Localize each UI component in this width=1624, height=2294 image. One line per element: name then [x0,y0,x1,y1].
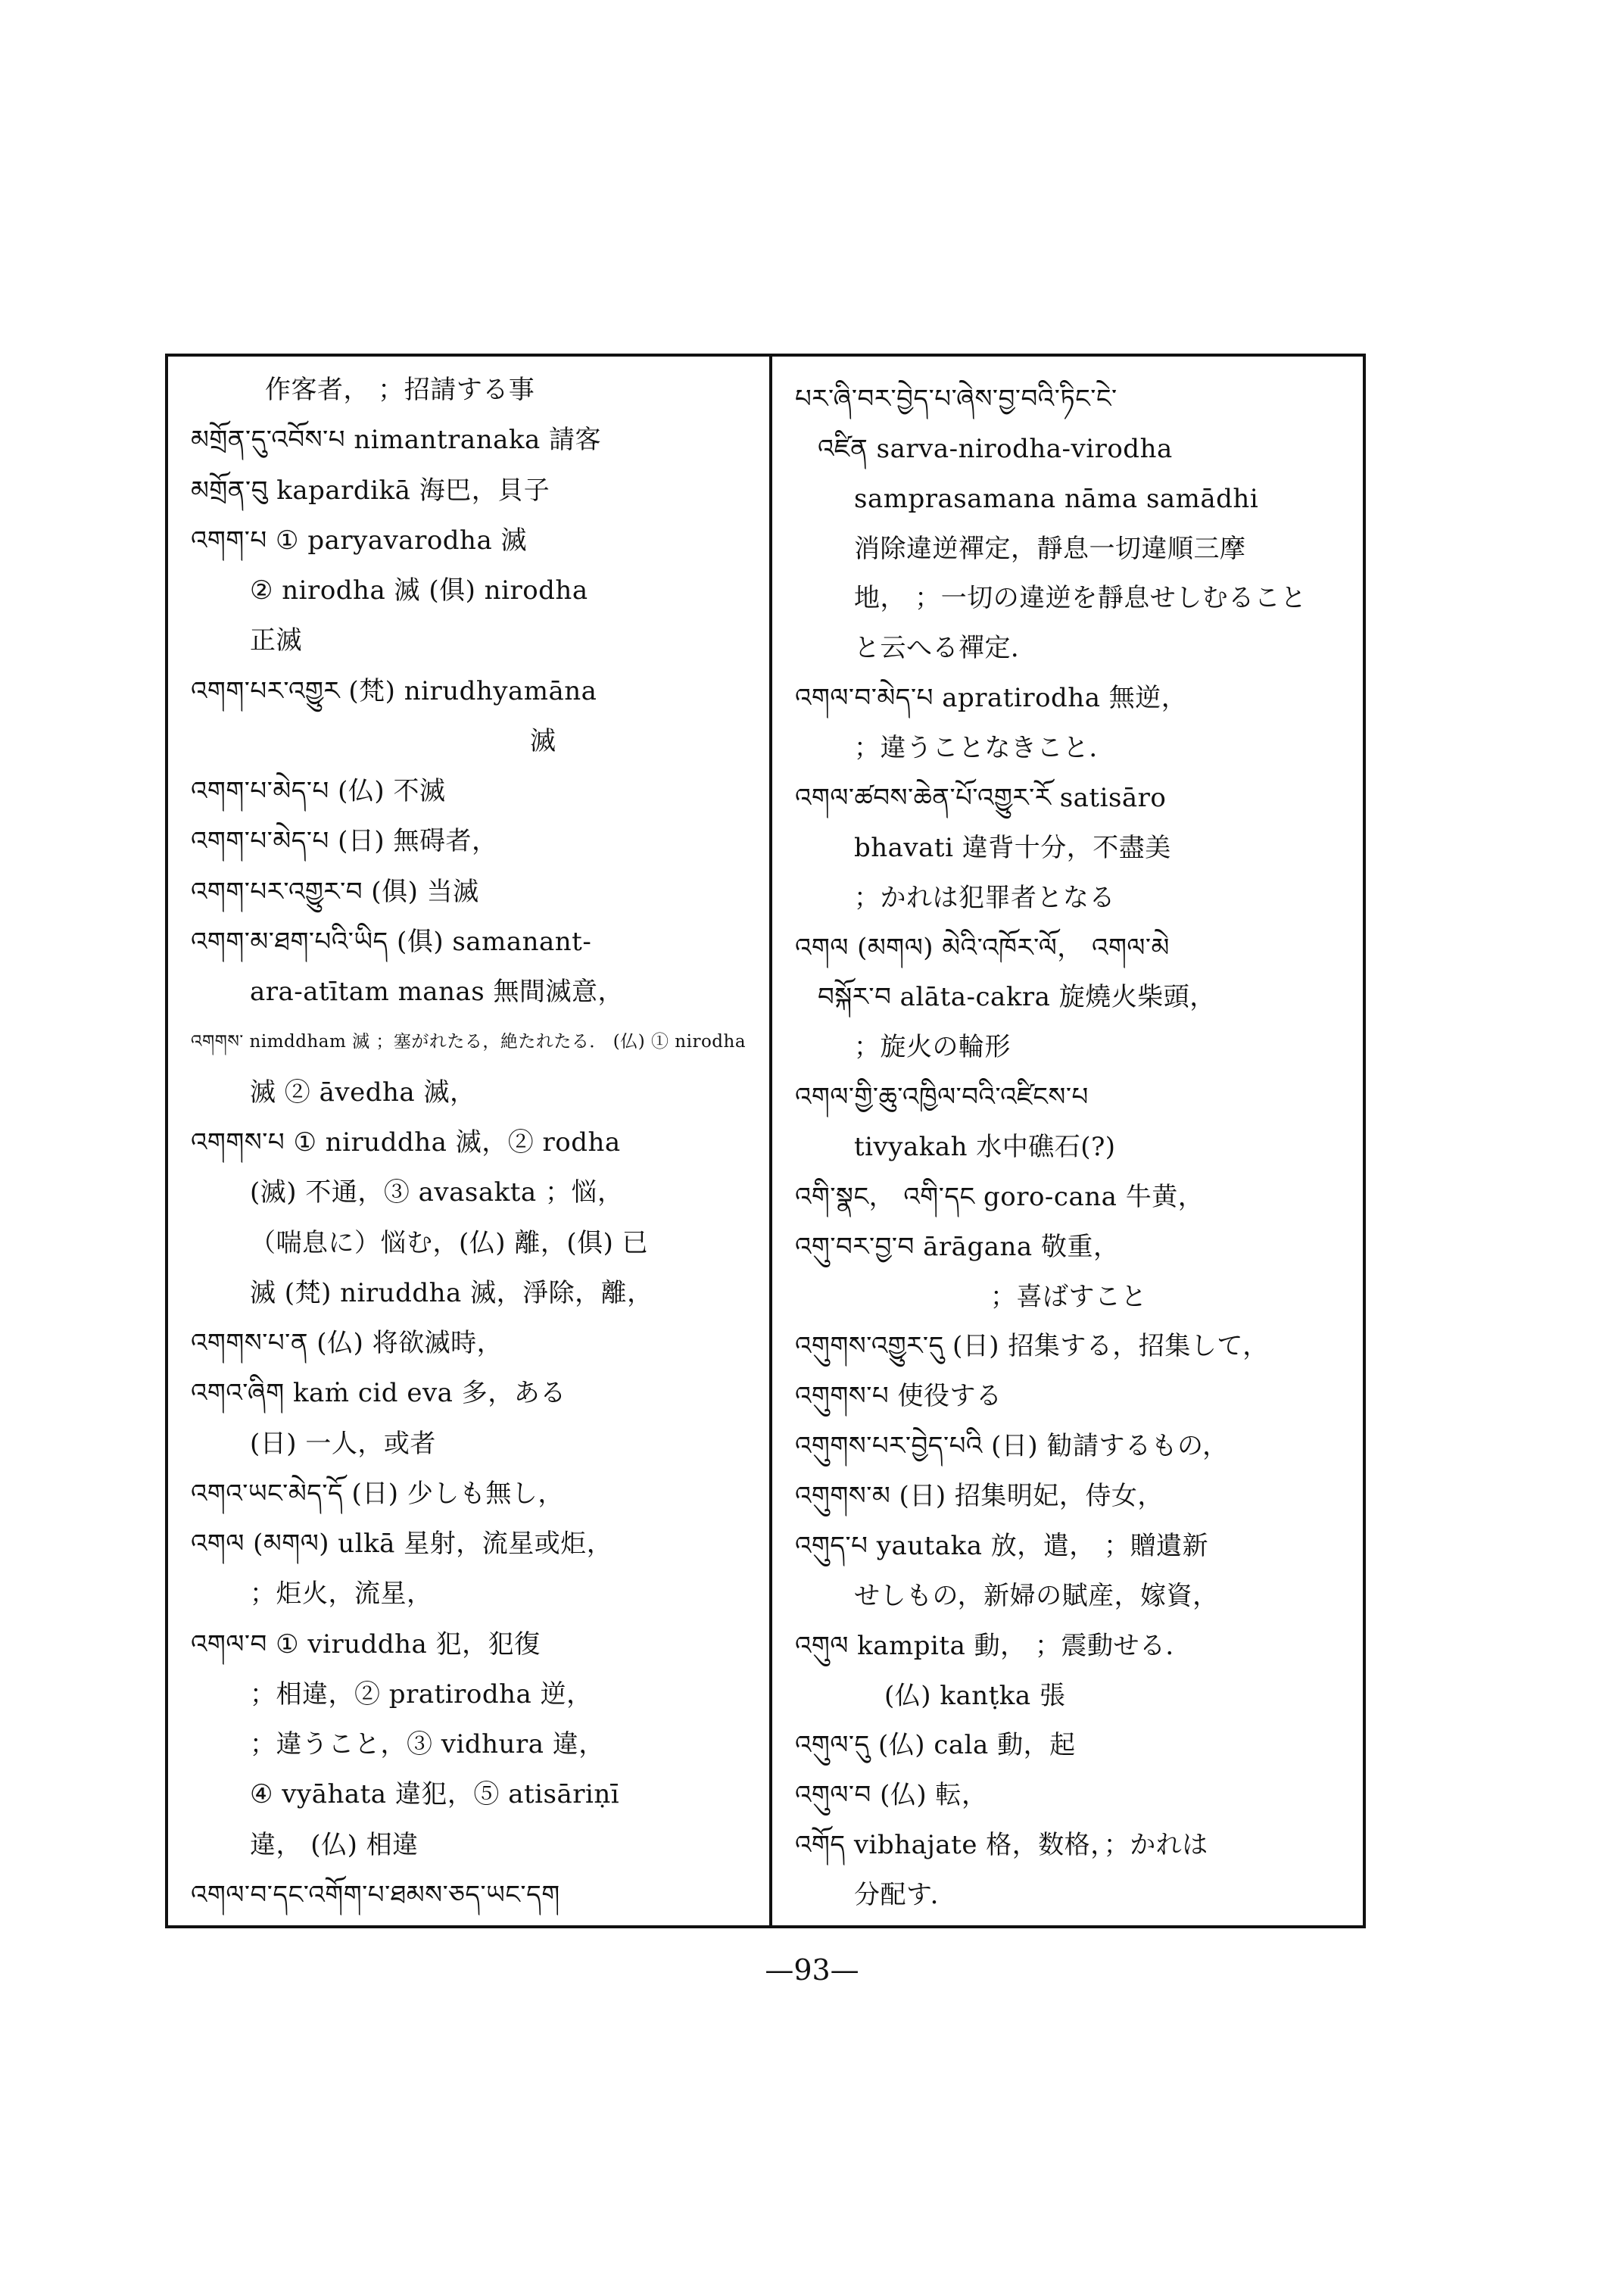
entry-line: འགག་མ་ཐག་པའི་ཡིད (俱) samanant- [191,927,592,957]
entry-line: པར་ཞི་བར་བྱེད་པ་ཞེས་བྱ་བའི་ཏིང་ངེ་ [795,384,1117,414]
entry-line: 滅 [530,726,556,756]
entry-line: 滅 (梵) niruddha 滅，淨除，離， [250,1278,653,1308]
entry-line: samprasamana nāma samādhi [854,484,1259,514]
entry-line: ；炬火，流星， [250,1579,433,1609]
entry-line: 消除違逆禪定，靜息一切違順三摩 [854,534,1246,564]
entry-line: འགག་པ ① paryavarodha 滅 [191,525,528,556]
entry-line: འགག་པར་འགྱུར་བ (俱) 当滅 [191,877,479,907]
entry-line: ；違うことなきこと． [854,733,1115,763]
entry-line: 違， (仏) 相違 [250,1830,419,1860]
entry-line: འགག་པ་མེད་པ (仏) 不滅 [191,776,446,806]
entry-line: (日) 一人，或者 [250,1429,436,1459]
right-column [772,357,1363,1925]
entry-line: འགུགས་འགྱུར་དུ (日) 招集する，招集して， [795,1331,1269,1361]
entry-line: འགགས་པ་ན (仏) 将欲滅時， [191,1328,503,1358]
entry-line: འགུ་བར་བྱ་བ ārāgana 敬重， [795,1232,1120,1262]
entry-line: （喘息に）悩む，(仏) 離，(俱) 已 [250,1228,649,1258]
entry-line: འགགས་ nimddham 滅 ；塞がれたる，絶たれたる． (仏) ① nirodha [191,1032,747,1052]
entry-line: tivyakah 水中礁石(?) [854,1132,1116,1162]
left-column [168,357,772,1925]
entry-line: འགལ (མགལ) མེའི་འཁོར་ལོ， འགལ་མེ [795,933,1170,963]
entry-line: འགལ་བ ① viruddha 犯，犯復 [191,1629,541,1660]
entry-line: ④ vyāhata 違犯，⑤ atisāriṇī [250,1779,620,1809]
entry-line: 地， ；一切の違逆を靜息せしむること [854,583,1307,613]
entry-line: ；相違，② pratirodha 逆， [250,1679,593,1710]
entry-line: ；喜ばすこと [990,1282,1147,1312]
entry-line: ara-atītam manas 無間滅意， [250,977,625,1007]
entry-line: འགལ (མགལ) ulkā 星射，流星或炬， [191,1529,613,1559]
entry-line: bhavati 違背十分，不盡美 [854,833,1171,863]
entry-line: འགལ་ཚབས་ཆེན་པོ་འགྱུར་རོ satisāro [795,783,1167,813]
entry-line: འགལ་བ་དང་འགོག་པ་ཐམས་ཅད་ཡང་དག [191,1880,560,1910]
entry-line: 分配す． [854,1880,957,1910]
page-number: —93— [765,1953,859,1987]
entry-line: འགུད་པ yautaka 放，遣， ；贈遺新 [795,1531,1209,1561]
entry-line: འགུགས་མ (日) 招集明妃，侍女， [795,1481,1164,1511]
entry-line: འགུལ་དུ (仏) cala 動，起 [795,1730,1076,1760]
entry-line: འགལ་གྱི་ཆུ་འཁྱིལ་བའི་འཛིངས་པ [795,1082,1089,1112]
entry-line: མགྲོན་བུ kapardikā 海巴，貝子 [191,475,550,506]
entry-line: 正滅 [250,625,302,656]
entry-line: 滅 ② āvedha 滅， [250,1077,476,1108]
entry-line: བསྐོར་བ alāta-cakra 旋燒火柴頭， [818,982,1216,1012]
entry-line: འགའ་ཞིག kaṁ cid eva 多，ある [191,1378,566,1408]
entry-line: འགུལ kampita 動， ；震動せる． [795,1631,1192,1661]
entry-line: འགག་པར་འགྱུར (梵) nirudhyamāna [191,676,597,706]
entry-line: ② nirodha 滅 (俱) nirodha [250,575,588,606]
entry-line: と云へる禪定． [854,633,1037,663]
entry-line: འགགས་པ ① niruddha 滅，② rodha [191,1127,621,1158]
entry-line: འགལ་བ་མེད་པ apratirodha 無逆， [795,683,1188,713]
entry-line: མགྲོན་དུ་འབོས་པ nimantranaka 請客 [191,425,602,455]
entry-line: 作客者， ；招請する事 [265,375,535,405]
entry-line: འགུལ་བ (仏) 転， [795,1780,988,1810]
entry-line: འགོད vibhajate 格，数格，；かれは [795,1830,1208,1860]
entry-line: ；旋火の輪形 [854,1032,1011,1062]
entry-line: འགུགས་པར་བྱེད་པའི (日) 勧請するもの， [795,1431,1229,1461]
entry-line: (滅) 不通，③ avasakta ；悩， [250,1177,624,1208]
entry-line: ；かれは犯罪者となる [854,883,1115,913]
entry-line: (仏) kanṭka 張 [884,1681,1066,1711]
entry-line: འགི་སྣང， འགི་དང goro-cana 牛黄， [795,1182,1205,1212]
entry-line: འཛིན sarva-nirodha-virodha [818,434,1173,464]
dictionary-frame [165,354,1366,1928]
entry-line: せしもの，新婦の賦産，嫁資， [854,1581,1219,1611]
entry-line: ；違うこと，③ vidhura 違， [250,1729,605,1759]
entry-line: འགག་པ་མེད་པ (日) 無碍者， [191,826,498,856]
entry-line: འགའ་ཡང་མེད་དོ (日) 少しも無し， [191,1479,564,1509]
entry-line: འགུགས་པ 使役する [795,1381,1002,1411]
